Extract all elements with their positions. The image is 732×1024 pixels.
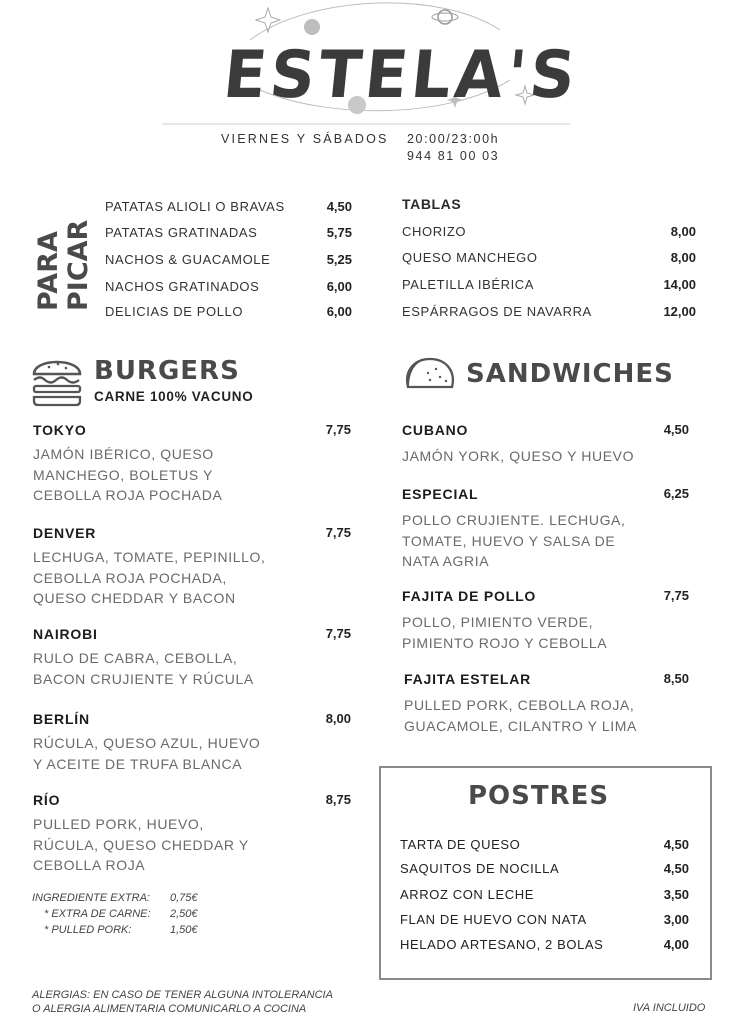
sandwich-name: ESPECIAL — [402, 486, 479, 502]
tablas-item-price: 14,00 — [663, 277, 696, 292]
burger-description: BACON CRUJIENTE Y RÚCULA — [33, 670, 254, 687]
extra-label: * PULLED PORK: — [44, 924, 132, 936]
picar-item-price: 5,75 — [326, 225, 352, 240]
burger-name: NAIROBI — [33, 626, 98, 642]
sandwich-price: 7,75 — [663, 588, 689, 603]
postre-name: TARTA DE QUESO — [400, 837, 521, 852]
sandwich-description: PIMIENTO ROJO Y CEBOLLA — [402, 634, 608, 651]
schedule-hours: 20:00/23:00h — [407, 132, 500, 146]
postre-price: 4,00 — [663, 937, 689, 952]
sandwich-name: FAJITA ESTELAR — [404, 671, 532, 687]
burger-description: JAMÓN IBÉRICO, QUESO — [33, 446, 214, 462]
burgers-title: BURGERS — [94, 356, 240, 386]
picar-item-name: PATATAS GRATINADAS — [105, 225, 258, 240]
burger-description: CEBOLLA ROJA POCHADA, — [33, 569, 227, 586]
allergy-note-line2: O ALERGIA ALIMENTARIA COMUNICARLO A COCINA — [32, 1003, 307, 1015]
burger-description: LECHUGA, TOMATE, PEPINILLO, — [33, 549, 266, 565]
burger-description: CEBOLLA ROJA POCHADA — [33, 487, 223, 503]
postre-price: 4,50 — [663, 861, 689, 876]
para-picar-title-line2: PICAR — [63, 219, 94, 311]
burger-price: 8,75 — [325, 792, 351, 807]
brand-logo: ESTELA'S — [220, 36, 583, 113]
burger-icon — [31, 350, 83, 408]
burger-name: TOKYO — [33, 422, 87, 438]
burger-price: 7,75 — [325, 525, 351, 540]
extra-label: INGREDIENTE EXTRA: — [32, 892, 150, 904]
sandwiches-title: SANDWICHES — [466, 359, 674, 389]
postres-title: POSTRES — [468, 781, 610, 811]
sandwich-price: 8,50 — [663, 671, 689, 686]
burger-description: Y ACEITE DE TRUFA BLANCA — [33, 755, 243, 772]
sandwich-name: CUBANO — [402, 422, 469, 438]
extra-price: 2,50€ — [170, 908, 198, 920]
postre-name: ARROZ CON LECHE — [400, 887, 534, 902]
extra-price: 0,75€ — [170, 892, 198, 904]
postre-price: 3,50 — [663, 887, 689, 902]
para-picar-title-line1: PARA — [33, 231, 64, 311]
picar-item-name: NACHOS GRATINADOS — [105, 279, 260, 294]
sandwich-description: GUACAMOLE, CILANTRO Y LIMA — [404, 717, 637, 734]
picar-item-price: 4,50 — [326, 199, 352, 214]
sandwich-name: FAJITA DE POLLO — [402, 588, 537, 604]
sandwich-description: PULLED PORK, CEBOLLA ROJA, — [404, 697, 635, 713]
burger-description: MANCHEGO, BOLETUS Y — [33, 466, 213, 483]
sandwich-description: NATA AGRIA — [402, 553, 490, 569]
tablas-item-price: 8,00 — [670, 224, 696, 239]
picar-item-name: PATATAS ALIOLI O BRAVAS — [105, 199, 285, 214]
burger-description: RULO DE CABRA, CEBOLLA, — [33, 650, 238, 666]
para-picar-title — [34, 220, 94, 311]
burger-price: 7,75 — [325, 422, 351, 437]
burger-price: 7,75 — [325, 626, 351, 641]
tablas-item-price: 8,00 — [670, 250, 696, 265]
schedule-days: VIERNES Y SÁBADOS — [221, 132, 389, 146]
iva-note: IVA INCLUIDO — [633, 1002, 706, 1014]
burger-name: DENVER — [33, 525, 97, 541]
picar-item-price: 6,00 — [326, 279, 352, 294]
sandwich-price: 6,25 — [663, 486, 689, 501]
burger-description: PULLED PORK, HUEVO, — [33, 816, 204, 832]
tablas-item-name: PALETILLA IBÉRICA — [402, 277, 535, 292]
postre-name: HELADO ARTESANO, 2 BOLAS — [400, 937, 604, 952]
tablas-item-name: CHORIZO — [402, 224, 467, 239]
sandwich-description: TOMATE, HUEVO Y SALSA DE — [402, 532, 616, 549]
extra-label: * EXTRA DE CARNE: — [44, 908, 151, 920]
postre-price: 4,50 — [663, 837, 689, 852]
allergy-note-line1: ALERGIAS: EN CASO DE TENER ALGUNA INTOLERANCIA — [32, 989, 333, 1001]
burgers-subtitle: CARNE 100% VACUNO — [94, 389, 254, 404]
extra-price: 1,50€ — [170, 924, 198, 936]
burger-price: 8,00 — [325, 711, 351, 726]
tablas-item-name: QUESO MANCHEGO — [402, 250, 538, 265]
phone-number: 944 81 00 03 — [407, 149, 500, 163]
sandwich-description: JAMÓN YORK, QUESO Y HUEVO — [402, 448, 635, 464]
burger-description: RÚCULA, QUESO AZUL, HUEVO — [33, 735, 261, 751]
tablas-item-price: 12,00 — [663, 304, 696, 319]
picar-item-name: NACHOS & GUACAMOLE — [105, 252, 271, 267]
picar-item-price: 5,25 — [326, 252, 352, 267]
taco-icon — [402, 355, 458, 391]
burger-name: BERLÍN — [33, 711, 90, 727]
postre-name: SAQUITOS DE NOCILLA — [400, 861, 560, 876]
tablas-title: TABLAS — [402, 196, 462, 212]
tablas-item-name: ESPÁRRAGOS DE NAVARRA — [402, 304, 592, 319]
burger-description: CEBOLLA ROJA — [33, 857, 146, 873]
burger-name: RÍO — [33, 792, 61, 808]
burger-description: QUESO CHEDDAR Y BACON — [33, 590, 236, 606]
sandwich-description: POLLO, PIMIENTO VERDE, — [402, 614, 594, 630]
picar-item-price: 6,00 — [326, 304, 352, 319]
postre-price: 3,00 — [663, 912, 689, 927]
sandwich-price: 4,50 — [663, 422, 689, 437]
burger-description: RÚCULA, QUESO CHEDDAR Y — [33, 836, 249, 853]
sandwich-description: POLLO CRUJIENTE. LECHUGA, — [402, 512, 626, 528]
postre-name: FLAN DE HUEVO CON NATA — [400, 912, 587, 927]
picar-item-name: DELICIAS DE POLLO — [105, 304, 244, 319]
